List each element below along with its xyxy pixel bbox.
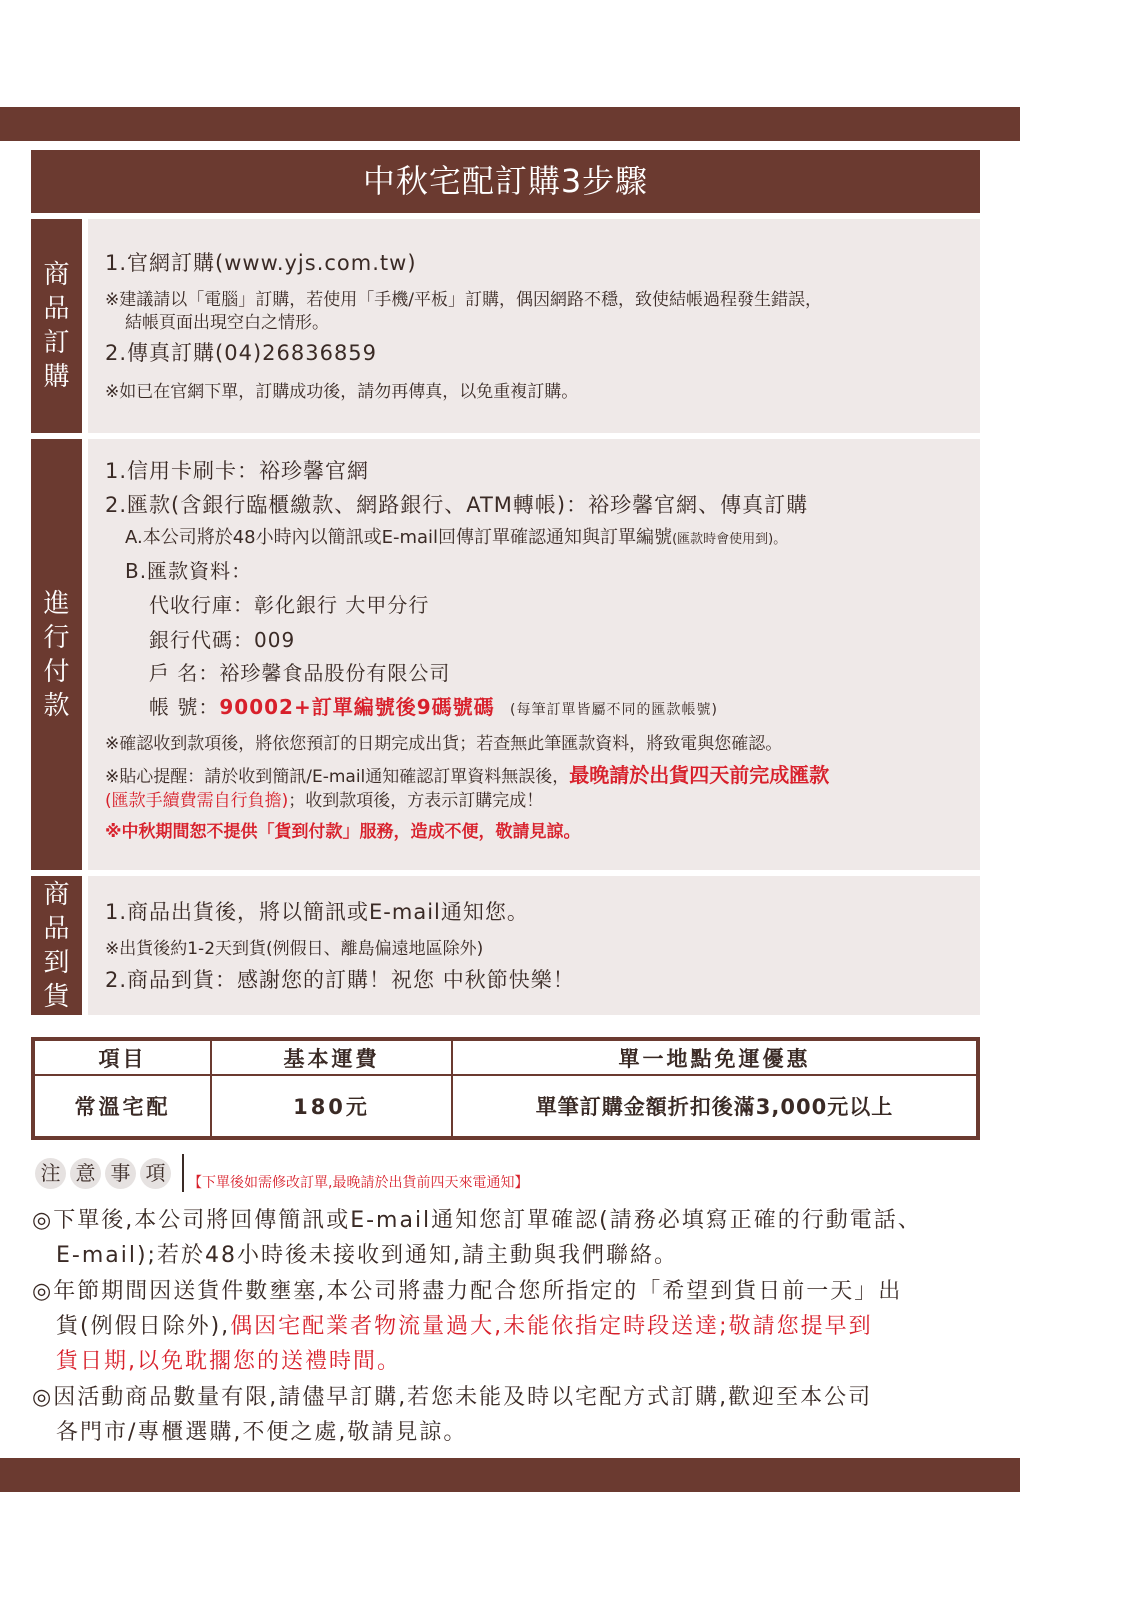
label-char: 品: [43, 294, 70, 324]
notice-bullet-1: [32, 1203, 922, 1273]
label-char: 付: [43, 656, 70, 687]
label-char: 行: [43, 622, 70, 653]
order-web-note: ※建議請以「電腦」訂購，若使用「手機/平板」訂購，偶因網路不穩，致使結帳過程發生錯誤，: [105, 290, 822, 310]
notice-bullet-2-line-3: 貨日期,以免耽擱您的送禮時間。: [56, 1349, 401, 1374]
notice-bullet-2: [32, 1274, 902, 1379]
order-step-web: 1.官網訂購(www.yjs.com.tw): [105, 251, 417, 275]
notice-bullet-2-line-1: ◎年節期間因送貨件數壅塞,本公司將盡力配合您所指定的「希望到貨日前一天」出: [32, 1279, 903, 1304]
cell-item: 常溫宅配: [33, 1075, 211, 1138]
delivery-arrived: 2.商品到貨：感謝您的訂購！祝您 中秋節快樂！: [105, 968, 575, 992]
order-step-fax: 2.傳真訂購(04)26836859: [105, 341, 378, 365]
label-char: 進: [43, 588, 70, 619]
notice-modify-note: 【下單後如需修改訂單,最晚請於出貨前四天來電通知】: [188, 1175, 529, 1191]
payment-bank-code: 銀行代碼：009: [149, 628, 296, 652]
account-number-note: (每筆訂單皆屬不同的匯款帳號): [509, 702, 718, 718]
label-char: 款: [43, 690, 70, 721]
payment-reminder-deadline: 最晚請於出貨四天前完成匯款: [569, 763, 830, 787]
payment-reminder: [105, 759, 829, 788]
notice-bullet-2-text: 貨(例假日除外),: [56, 1314, 231, 1339]
notice-bullet-2-warning: 偶因宅配業者物流量過大,未能依指定時段送達;敬請您提早到: [230, 1314, 873, 1339]
section-panel-payment: [88, 439, 980, 870]
notice-bullet-3-line-2: 各門市/專櫃選購,不便之處,敬請見諒。: [56, 1420, 468, 1445]
payment-transfer: 2.匯款(含銀行臨櫃繳款、網路銀行、ATM轉帳)：裕珍馨官網、傳真訂購: [105, 493, 809, 517]
delivery-time-note: ※出貨後約1-2天到貨(例假日、離島偏遠地區除外): [105, 939, 484, 959]
bottom-band: [0, 1458, 1020, 1492]
payment-reminder-text: ※貼心提醒：請於收到簡訊/E-mail通知確認訂單資料無誤後，: [105, 767, 570, 787]
payment-fee-note: (匯款手續費需自行負擔): [105, 791, 289, 811]
payment-transfer-b: B.匯款資料：: [125, 559, 253, 583]
notice-bullet-3: [32, 1380, 872, 1450]
header-free-shipping: 單一地點免運優惠: [452, 1039, 978, 1075]
notice-tag: 事: [105, 1158, 136, 1189]
label-char: 品: [43, 913, 70, 944]
header-base-fee: 基本運費: [211, 1039, 452, 1075]
label-char: 購: [43, 362, 70, 392]
account-number-value: 90002+訂單編號後9碼號碼: [219, 695, 495, 719]
notice-divider: [182, 1154, 184, 1192]
cell-base-fee: 180元: [211, 1075, 452, 1138]
payment-reminder-cont: [105, 786, 543, 811]
payment-credit-card: 1.信用卡刷卡：裕珍馨官網: [105, 459, 370, 483]
notice-heading: [35, 1158, 171, 1189]
notice-bullet-1-line-1: ◎下單後,本公司將回傳簡訊或E-mail通知您訂單確認(請務必填寫正確的行動電話、: [32, 1208, 922, 1233]
payment-bank: 代收行庫：彰化銀行 大甲分行: [149, 593, 430, 617]
section-panel-delivery: [88, 876, 980, 1015]
page-title: 中秋宅配訂購3步驟: [31, 150, 980, 213]
payment-transfer-a-small: (匯款時會使用到)。: [672, 532, 787, 547]
section-label-order: [31, 219, 82, 433]
section-label-delivery: [31, 876, 82, 1015]
payment-transfer-a: [125, 523, 786, 549]
notice-tag: 注: [35, 1158, 66, 1189]
payment-confirm-note: ※確認收到款項後，將依您預訂的日期完成出貨；若查無此筆匯款資料，將致電與您確認。: [105, 734, 783, 754]
label-char: 到: [43, 947, 70, 978]
label-char: 貨: [43, 981, 70, 1012]
label-char: 商: [43, 879, 70, 910]
top-band: [0, 107, 1020, 141]
label-char: 商: [43, 260, 70, 290]
notice-bullet-3-line-1: ◎因活動商品數量有限,請儘早訂購,若您未能及時以宅配方式訂購,歡迎至本公司: [32, 1385, 873, 1410]
notice-bullet-2-line-2: [32, 1309, 902, 1344]
notice-bullet-1-line-2: E-mail);若於48小時後未接收到通知,請主動與我們聯絡。: [56, 1243, 678, 1268]
payment-complete-note: ；收到款項後，方表示訂購完成！: [288, 791, 544, 811]
order-web-note-cont: 結帳頁面出現空白之情形。: [125, 313, 329, 333]
table-header-row: [33, 1039, 978, 1075]
header-item: 項目: [33, 1039, 211, 1075]
payment-transfer-a-text: A.本公司將於48小時內以簡訊或E-mail回傳訂單確認通知與訂單編號: [125, 527, 673, 548]
cell-free-shipping: 單筆訂購金額折扣後滿3,000元以上: [452, 1075, 978, 1138]
notice-tag: 項: [140, 1158, 171, 1189]
delivery-shipped: 1.商品出貨後，將以簡訊或E-mail通知您。: [105, 900, 529, 924]
table-row: [33, 1075, 978, 1138]
notice-tag: 意: [70, 1158, 101, 1189]
section-label-payment: [31, 439, 82, 870]
payment-account-name: 戶 名：裕珍馨食品股份有限公司: [149, 661, 451, 685]
payment-account-number: [149, 691, 718, 720]
account-number-label: 帳 號：: [149, 695, 220, 719]
shipping-fee-table: [31, 1037, 980, 1140]
section-panel-order: [88, 219, 980, 433]
label-char: 訂: [43, 328, 70, 358]
payment-no-cod-note: ※中秋期間恕不提供「貨到付款」服務，造成不便，敬請見諒。: [105, 822, 581, 842]
order-fax-note: ※如已在官網下單，訂購成功後，請勿再傳真，以免重複訂購。: [105, 382, 579, 402]
